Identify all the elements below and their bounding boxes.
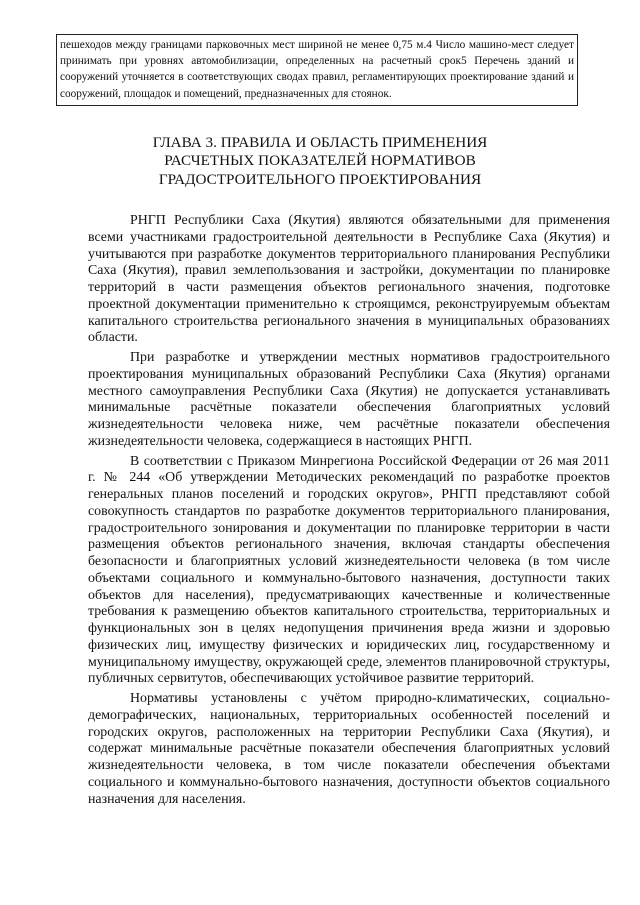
paragraph-2: При разработке и утверждении местных нормативов градостроительного проектирования муниципальных образований Республики Саха (Якутия) органами местного самоуправления Республики Саха (Якутия) не допускается устанавливать минимальные расчётные показатели обеспечения благоприятных условий жизнедеятельности человека ниже, чем расчётные показатели обеспечения жизнедеятельности человека, содержащиеся в настоящих РНГП.	[88, 350, 610, 449]
chapter-title-line-2: РАСЧЕТНЫХ ПОКАЗАТЕЛЕЙ НОРМАТИВОВ	[164, 152, 476, 170]
footnote-text: пешеходов между границами парковочных мест шириной не менее 0,75 м.4 Число машино-мест следует принимать при уровнях автомобилизации, определенных на расчетный срок5 Перечень зданий и сооружений уточняется в соответствующих сводах правил, регламентирующих проектирование зданий и сооружений, площадок и помещений, предназначенных для стоянок.	[60, 39, 574, 100]
chapter-title-line-1: ГЛАВА 3. ПРАВИЛА И ОБЛАСТЬ ПРИМЕНЕНИЯ	[152, 134, 488, 151]
paragraph-4: Нормативы установлены с учётом природно-климатических, социально-демографических, национальных, территориальных особенностей поселений и городских округов, расположенных на территории Республики Саха (Якутия), и содержат минимальные расчётные показатели обеспечения благоприятных условий жизнедеятельности человека, в том числе показатели обеспечения объектами социального и коммунально-бытового назначения, доступности объектов социального назначения для населения.	[88, 691, 610, 807]
footnote-box	[56, 34, 578, 106]
paragraph-3: В соответствии с Приказом Минрегиона Российской Федерации от 26 мая 2011 г. № 244 «Об утверждении Методических рекомендаций по разработке проектов генеральных планов поселений и городских округов», РНГП представляют собой совокупность стандартов по разработке документов территориального планирования, градостроительного зонирования и документации по планировке территории в части размещения объектов регионального значения, включая стандарты обеспечения безопасности и благоприятных условий жизнедеятельности человека (в том числе объектами социального и коммунально-бытового назначения, доступности таких объектов для населения), предусматривающих качественные и количественные требования к размещению объектов капитального строительства, территориальных и функциональных зон в целях недопущения причинения вреда жизни и здоровью физических лиц, имуществу физических и юридических лиц, государственному и муниципальному имуществу, окружающей среде, элементов планировочной структуры, публичных сервитутов, обеспечивающих устойчивое развитие территорий.	[88, 453, 610, 687]
body-text	[88, 213, 610, 811]
paragraph-1: РНГП Республики Саха (Якутия) являются обязательными для применения всеми участниками градостроительной деятельности в Республике Саха (Якутия) и учитываются при разработке документов территориального планирования Республики Саха (Якутия), правил землепользования и застройки, документации по планировке территорий в части размещения объектов регионального значения, подготовке проектной документации применительно к строящимся, реконструируемым объектам капитального строительства регионального значения в муниципальных образованиях области.	[88, 213, 610, 346]
chapter-title	[60, 134, 580, 189]
chapter-title-line-3: ГРАДОСТРОИТЕЛЬНОГО ПРОЕКТИРОВАНИЯ	[158, 170, 482, 188]
